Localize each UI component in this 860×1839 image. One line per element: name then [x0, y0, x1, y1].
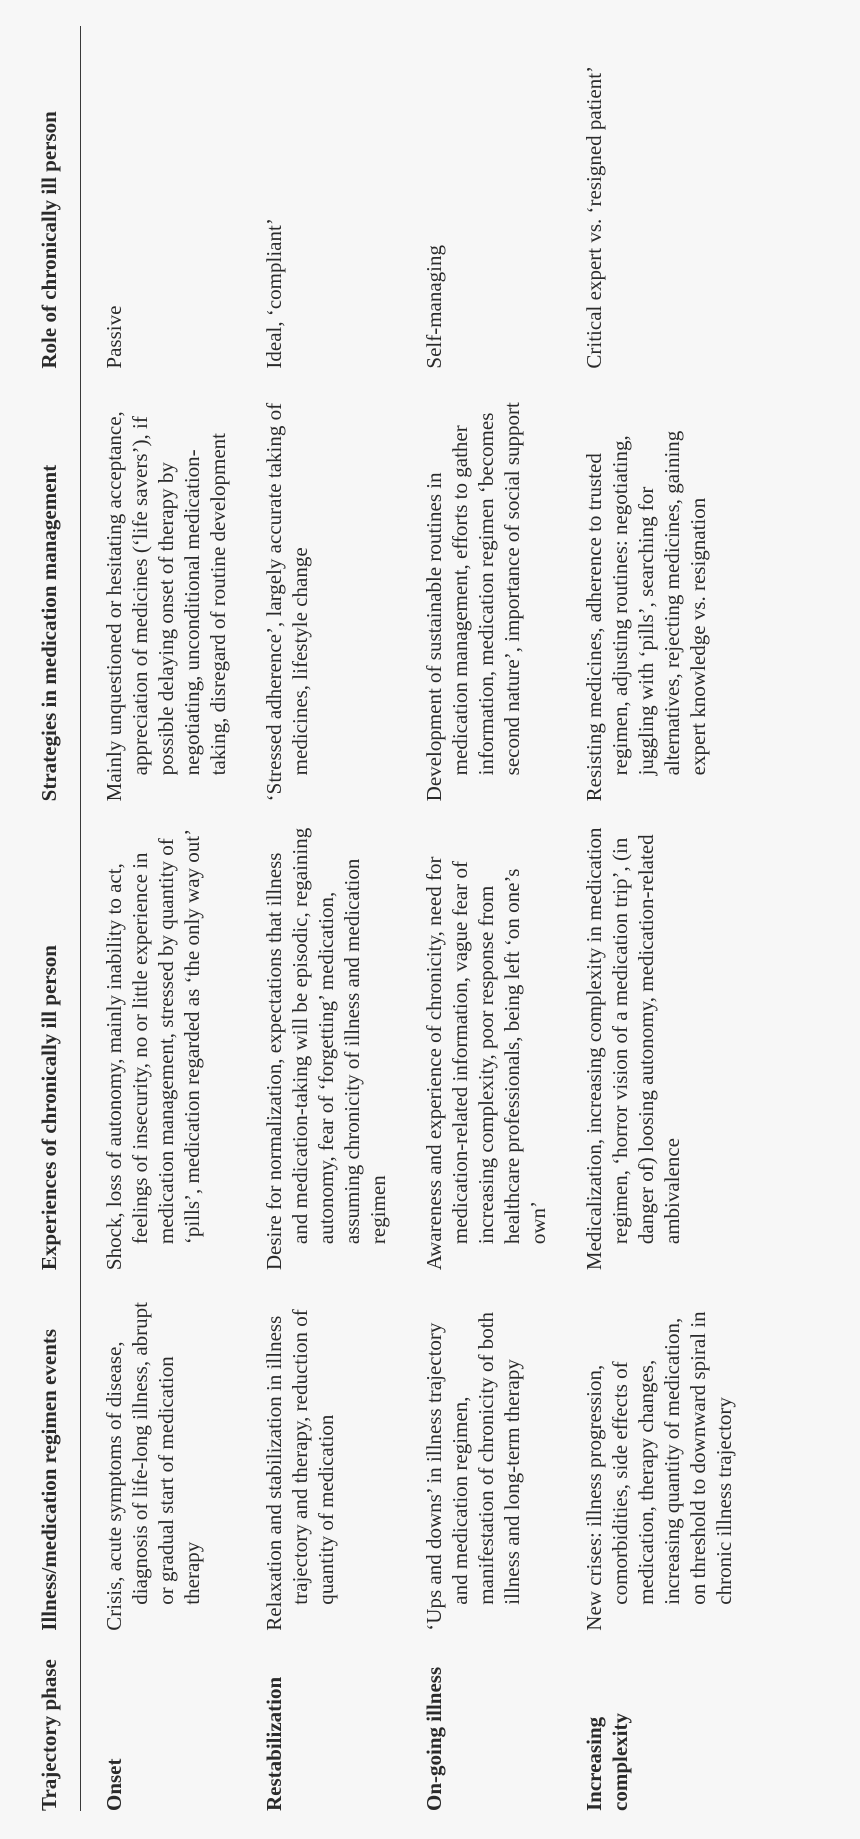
cell-role-text: Critical expert vs. ‘resigned patient’ [582, 65, 606, 369]
cell-role [81, 26, 242, 369]
cell-role [401, 26, 561, 369]
table-row [401, 26, 561, 1811]
header-regimen-events: Illness/medication regimen events [36, 1270, 81, 1631]
cell-phase: Onset [102, 1758, 126, 1811]
cell-experiences [81, 801, 242, 1270]
header-role: Role of chronically ill person [36, 26, 81, 369]
table-row [561, 26, 747, 1811]
cell-events [401, 1270, 561, 1631]
cell-role-text: Passive [102, 305, 126, 369]
cell-strategies [81, 369, 242, 802]
cell-role [241, 26, 401, 369]
cell-events [81, 1270, 242, 1631]
table-row [241, 26, 401, 1811]
cell-phase: On-going illness [422, 1666, 446, 1811]
cell-role-text: Ideal, ‘compliant’ [262, 218, 286, 369]
cell-experiences-text: Shock, loss of autonomy, mainly inability to act, feelings of insecurity, no or little experience in medication management, stressed by quantity of ‘pills’, medication regarded as ‘the only way out’ [102, 828, 204, 1271]
cell-events [561, 1270, 747, 1631]
cell-strategies [401, 369, 561, 802]
cell-phase: Increasing complexity [582, 1713, 632, 1811]
cell-events-text: ‘Ups and downs’ in illness trajectory and medication regimen, manifestation of chronicity of both illness and long-term therapy [422, 1311, 524, 1631]
header-trajectory-phase: Trajectory phase [36, 1631, 81, 1811]
cell-role [561, 26, 747, 369]
cell-events-text: Crisis, acute symptoms of disease, diagnosis of life-long illness, abrupt or gradual start of medication therapy [102, 1301, 204, 1631]
cell-strategies-text: Resisting medicines, adherence to trusted regimen, adjusting routines: negotiating, juggling with ‘pills’, searching for alternatives, rejecting medicines, gaining expert knowledge vs. resignation [582, 430, 710, 802]
cell-strategies-text: ‘Stressed adherence’, largely accurate taking of medicines, lifestyle change [262, 402, 312, 802]
cell-experiences-text: Medicalization, increasing complexity in medication regimen, ‘horror vision of a medication trip’, (in danger of) loosing autonomy, medication-related ambivalence [582, 827, 684, 1271]
cell-experiences-text: Awareness and experience of chronicity, need for medication-related information, vague fear of increasing complexity, poor response from healthcare professionals, being left ‘on one’s own’ [422, 856, 550, 1271]
cell-strategies-text: Development of sustainable routines in medication management, efforts to gather information, medication regimen ‘becomes second nature’, importance of social support [422, 402, 524, 802]
cell-events-text: New crises: illness progression, comorbidities, side effects of medication, therapy changes, increasing quantity of medication, on threshold to downward spiral in chronic illness trajectory [582, 1311, 736, 1631]
cell-strategies [561, 369, 747, 802]
cell-events [241, 1270, 401, 1631]
header-strategies: Strategies in medication management [36, 369, 81, 802]
table-body [81, 26, 748, 1811]
cell-experiences [241, 801, 401, 1270]
header-experiences: Experiences of chronically ill person [36, 801, 81, 1270]
cell-experiences [561, 801, 747, 1270]
cell-experiences-text: Desire for normalization, expectations that illness and medication-taking will be episodic, regaining autonomy, fear of ‘forgetting’ medication, assuming chronicity of illness and medication regimen [262, 827, 390, 1271]
cell-events-text: Relaxation and stabilization in illness trajectory and therapy, reduction of quantity of medication [262, 1309, 338, 1631]
table-row [81, 26, 242, 1811]
table-header [36, 26, 81, 1811]
header-row [36, 26, 81, 1811]
cell-phase: Restabilization [262, 1676, 286, 1811]
cell-strategies-text: Mainly unquestioned or hesitating acceptance, appreciation of medicines (‘life savers’), if possible delaying onset of therapy by negotiating, unconditional medication-taking, disregard of routine development [102, 411, 230, 802]
cell-strategies [241, 369, 401, 802]
trajectory-table [36, 26, 747, 1811]
cell-experiences [401, 801, 561, 1270]
cell-role-text: Self-managing [422, 244, 446, 369]
